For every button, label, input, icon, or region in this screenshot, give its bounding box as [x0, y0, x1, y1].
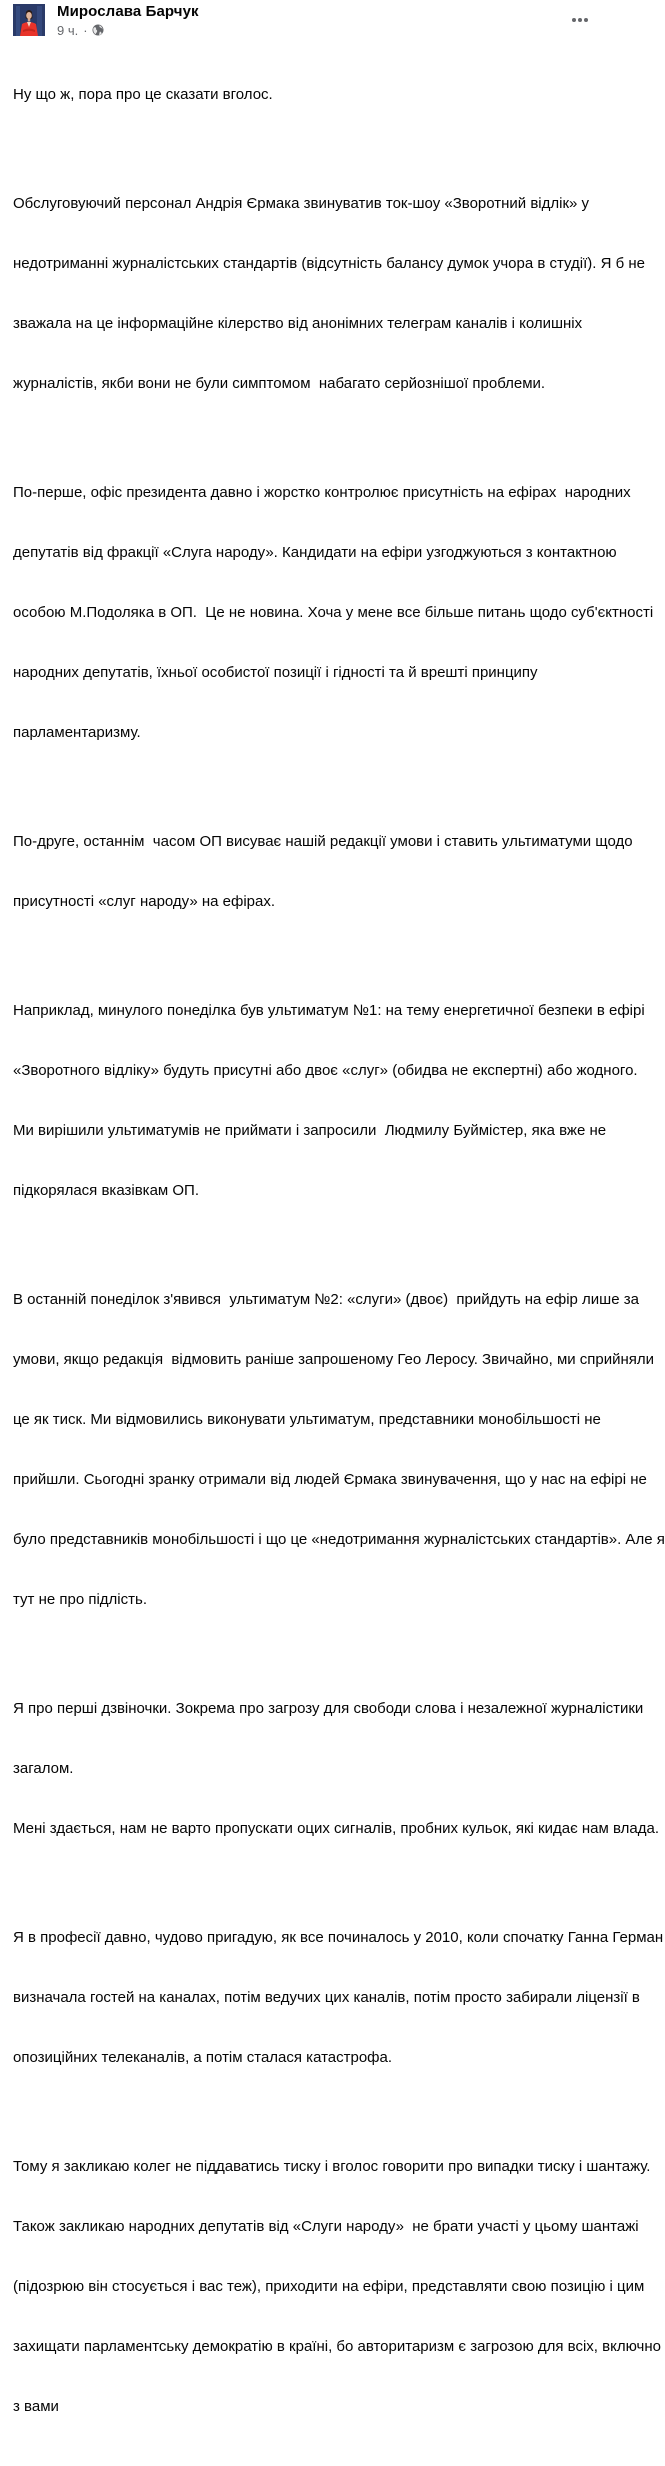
post-body: [13, 45, 665, 2466]
globe-icon[interactable]: [92, 24, 104, 36]
text-line: (підозрюю він стосується і вас теж), приходити на ефіри, представляти свою позицію і цим: [13, 2278, 645, 2295]
more-horizontal-icon-dot: [572, 18, 576, 22]
text-line: зважала на це інформаційне кілерство від анонімних телеграм каналів і колишніх: [13, 315, 583, 332]
post-paragraph-3: [13, 443, 654, 783]
post-paragraph-7: [13, 1659, 659, 1879]
more-horizontal-icon-dot: [578, 18, 582, 22]
post-timestamp[interactable]: 9 ч.: [57, 22, 79, 38]
avatar-photo-icon: [13, 4, 45, 36]
post-paragraph-5: [13, 961, 645, 1241]
text-line: народних депутатів, їхньої особистої позиції і гідності та й врешті принципу: [13, 664, 538, 681]
text-line: Мені здається, нам не варто пропускати оцих сигналів, пробних кульок, які кидає нам влада.: [13, 1820, 659, 1837]
text-line: підкорялася вказівкам ОП.: [13, 1182, 200, 1199]
text-line: депутатів від фракції «Слуга народу». Кандидати на ефіри узгоджуються з контактною: [13, 544, 617, 561]
text-line: По-друге, останнім часом ОП висуває нашій редакції умови і ставить ультиматуми щодо: [13, 833, 633, 850]
text-line: Я в професії давно, чудово пригадую, як все починалось у 2010, коли спочатку Ганна Герман: [13, 1929, 664, 1946]
text-line: Обслуговуючий персонал Андрія Єрмака звинуватив ток-шоу «Зворотний відлік» у: [13, 195, 590, 212]
text-line: парламентаризму.: [13, 724, 141, 741]
meta-separator: ·: [83, 22, 88, 38]
post-paragraph-1: [13, 45, 603, 145]
text-line: «Зворотного відліку» будуть присутні або двоє «слуг» (обидва не експертні) або жодного.: [13, 1062, 638, 1079]
text-line: це як тиск. Ми відмовились виконувати ультиматум, представники монобільшості не: [13, 1411, 601, 1428]
text-line: журналістів, якби вони не були симптомом набагато серйознішої проблеми.: [13, 375, 546, 392]
text-line: загалом.: [13, 1760, 74, 1777]
post-paragraph-4: [13, 792, 633, 952]
more-options-button[interactable]: [566, 10, 594, 30]
text-line: Також закликаю народних депутатів від «Слуги народу» не брати участі у цьому шантажі: [13, 2218, 639, 2235]
post-paragraph-8: [13, 1888, 664, 2108]
text-line: тут не про підлість.: [13, 1591, 147, 1608]
post-paragraph-6: [13, 1250, 665, 1650]
text-line: з вами: [13, 2398, 59, 2415]
text-line: опозиційних телеканалів, а потім сталася катастрофа.: [13, 2049, 393, 2066]
post-meta: [57, 22, 104, 38]
text-line: присутності «слуг народу» на ефірах.: [13, 893, 276, 910]
post-paragraph-2: [13, 154, 646, 434]
text-line: визначала гостей на каналах, потім ведучих цих каналів, потім просто забирали ліцензії в: [13, 1989, 640, 2006]
author-avatar[interactable]: [13, 4, 45, 36]
text-line: захищати парламентську демократію в країні, бо авторитаризм є загрозою для всіх, включно: [13, 2338, 661, 2355]
text-line: Я про перші дзвіночки. Зокрема про загрозу для свободи слова і незалежної журналістики: [13, 1700, 644, 1717]
text-line: Тому я закликаю колег не піддаватись тиску і вголос говорити про випадки тиску і шантажу.: [13, 2158, 651, 2175]
text-line: недотриманні журналістських стандартів (відсутність балансу думок учора в студії). Я б не: [13, 255, 646, 272]
post-header: [0, 0, 610, 40]
text-line: По-перше, офіс президента давно і жорстко контролює присутність на ефірах народних: [13, 484, 631, 501]
post-paragraph-9: [13, 2117, 661, 2457]
text-line: Наприклад, минулого понеділка був ультиматум №1: на тему енергетичної безпеки в ефірі: [13, 1002, 645, 1019]
text-line: особою М.Подоляка в ОП. Це не новина. Хоча у мене все більше питань щодо суб'єктності: [13, 604, 654, 621]
text-line: було представників монобільшості і що це «недотримання журналістських стандартів». Але я: [13, 1531, 665, 1548]
text-line: Ну що ж, пора про це сказати вголос.: [13, 86, 273, 103]
more-horizontal-icon-dot: [584, 18, 588, 22]
text-line: В останній понеділок з'явився ультиматум №2: «слуги» (двоє) прийдуть на ефір лише за: [13, 1291, 639, 1308]
text-line: Ми вирішили ультиматумів не приймати і запросили Людмилу Буймістер, яка вже не: [13, 1122, 607, 1139]
text-line: умови, якщо редакція відмовить раніше запрошеному Гео Леросу. Звичайно, ми сприйняли: [13, 1351, 655, 1368]
author-name[interactable]: Мирослава Барчук: [57, 3, 199, 20]
text-line: прийшли. Сьогодні зранку отримали від людей Єрмака звинувачення, що у нас на ефірі не: [13, 1471, 647, 1488]
